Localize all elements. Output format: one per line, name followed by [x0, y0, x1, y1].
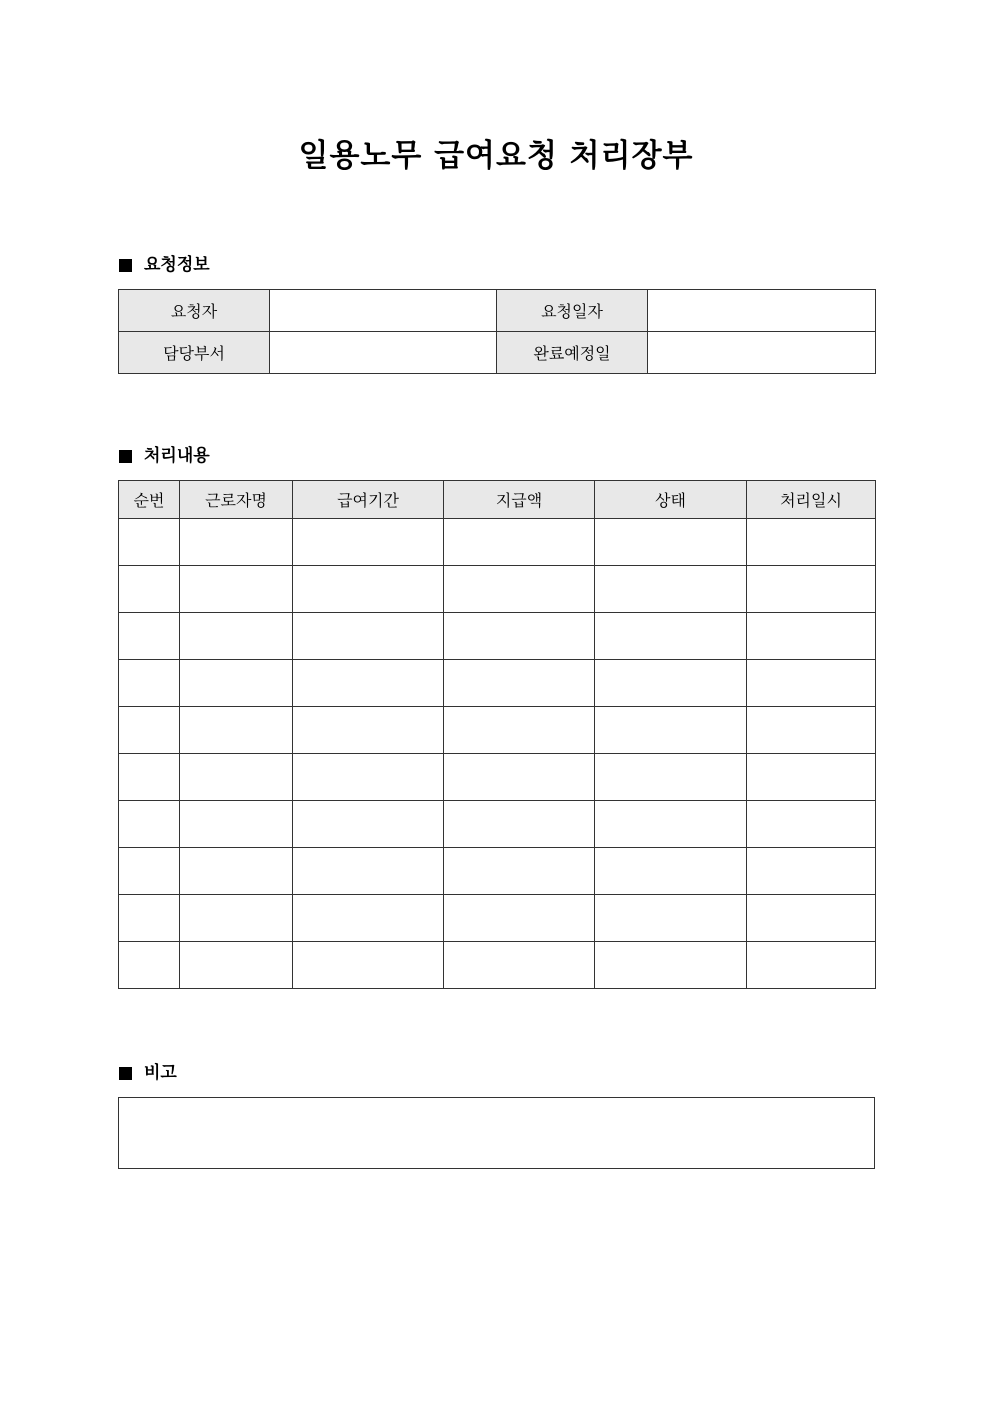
info-row [119, 332, 876, 374]
amount-cell[interactable] [444, 566, 595, 613]
remarks-field[interactable] [118, 1097, 875, 1169]
process-table [118, 480, 876, 989]
department-label: 담당부서 [119, 332, 270, 374]
seq-cell[interactable] [119, 566, 180, 613]
pay-period-cell[interactable] [293, 942, 444, 989]
worker-name-cell[interactable] [180, 801, 293, 848]
amount-cell[interactable] [444, 895, 595, 942]
table-row [119, 660, 876, 707]
worker-name-cell[interactable] [180, 942, 293, 989]
table-row [119, 895, 876, 942]
processed-at-cell[interactable] [747, 613, 876, 660]
table-row [119, 942, 876, 989]
amount-cell[interactable] [444, 519, 595, 566]
table-row [119, 519, 876, 566]
column-header-pay-period: 급여기간 [293, 481, 444, 519]
processed-at-cell[interactable] [747, 660, 876, 707]
amount-cell[interactable] [444, 848, 595, 895]
process-heading-text: 처리내용 [144, 446, 210, 466]
table-row [119, 707, 876, 754]
request-info-heading [119, 254, 210, 276]
amount-cell[interactable] [444, 942, 595, 989]
worker-name-cell[interactable] [180, 754, 293, 801]
department-field[interactable] [270, 332, 497, 374]
seq-cell[interactable] [119, 613, 180, 660]
column-header-processed-at: 처리일시 [747, 481, 876, 519]
seq-cell[interactable] [119, 660, 180, 707]
column-header-amount: 지급액 [444, 481, 595, 519]
due-date-label: 완료예정일 [497, 332, 648, 374]
remarks-heading [119, 1062, 177, 1084]
process-table-body [119, 519, 876, 989]
status-cell[interactable] [595, 566, 747, 613]
request-date-label: 요청일자 [497, 290, 648, 332]
square-bullet-icon [119, 450, 132, 463]
table-row [119, 848, 876, 895]
status-cell[interactable] [595, 707, 747, 754]
status-cell[interactable] [595, 848, 747, 895]
amount-cell[interactable] [444, 707, 595, 754]
table-row [119, 566, 876, 613]
worker-name-cell[interactable] [180, 566, 293, 613]
pay-period-cell[interactable] [293, 848, 444, 895]
request-date-field[interactable] [648, 290, 876, 332]
table-row [119, 613, 876, 660]
worker-name-cell[interactable] [180, 895, 293, 942]
processed-at-cell[interactable] [747, 942, 876, 989]
page-title: 일용노무 급여요청 처리장부 [298, 138, 694, 174]
seq-cell[interactable] [119, 801, 180, 848]
amount-cell[interactable] [444, 801, 595, 848]
request-info-table [118, 289, 876, 374]
seq-cell[interactable] [119, 707, 180, 754]
seq-cell[interactable] [119, 519, 180, 566]
square-bullet-icon [119, 259, 132, 272]
pay-period-cell[interactable] [293, 801, 444, 848]
processed-at-cell[interactable] [747, 519, 876, 566]
pay-period-cell[interactable] [293, 660, 444, 707]
pay-period-cell[interactable] [293, 613, 444, 660]
column-header-status: 상태 [595, 481, 747, 519]
status-cell[interactable] [595, 895, 747, 942]
pay-period-cell[interactable] [293, 566, 444, 613]
table-row [119, 754, 876, 801]
status-cell[interactable] [595, 519, 747, 566]
amount-cell[interactable] [444, 754, 595, 801]
column-header-worker-name: 근로자명 [180, 481, 293, 519]
request-info-heading-text: 요청정보 [144, 255, 210, 275]
due-date-field[interactable] [648, 332, 876, 374]
process-header-row [119, 481, 876, 519]
pay-period-cell[interactable] [293, 519, 444, 566]
remarks-heading-text: 비고 [144, 1063, 177, 1083]
status-cell[interactable] [595, 613, 747, 660]
seq-cell[interactable] [119, 754, 180, 801]
pay-period-cell[interactable] [293, 754, 444, 801]
status-cell[interactable] [595, 754, 747, 801]
processed-at-cell[interactable] [747, 801, 876, 848]
seq-cell[interactable] [119, 895, 180, 942]
seq-cell[interactable] [119, 848, 180, 895]
worker-name-cell[interactable] [180, 848, 293, 895]
worker-name-cell[interactable] [180, 613, 293, 660]
processed-at-cell[interactable] [747, 566, 876, 613]
seq-cell[interactable] [119, 942, 180, 989]
processed-at-cell[interactable] [747, 895, 876, 942]
table-row [119, 801, 876, 848]
worker-name-cell[interactable] [180, 660, 293, 707]
worker-name-cell[interactable] [180, 707, 293, 754]
process-heading [119, 445, 210, 467]
pay-period-cell[interactable] [293, 707, 444, 754]
info-row [119, 290, 876, 332]
square-bullet-icon [119, 1067, 132, 1080]
status-cell[interactable] [595, 660, 747, 707]
requester-field[interactable] [270, 290, 497, 332]
pay-period-cell[interactable] [293, 895, 444, 942]
column-header-seq: 순번 [119, 481, 180, 519]
processed-at-cell[interactable] [747, 707, 876, 754]
amount-cell[interactable] [444, 613, 595, 660]
status-cell[interactable] [595, 942, 747, 989]
processed-at-cell[interactable] [747, 848, 876, 895]
requester-label: 요청자 [119, 290, 270, 332]
amount-cell[interactable] [444, 660, 595, 707]
worker-name-cell[interactable] [180, 519, 293, 566]
status-cell[interactable] [595, 801, 747, 848]
processed-at-cell[interactable] [747, 754, 876, 801]
